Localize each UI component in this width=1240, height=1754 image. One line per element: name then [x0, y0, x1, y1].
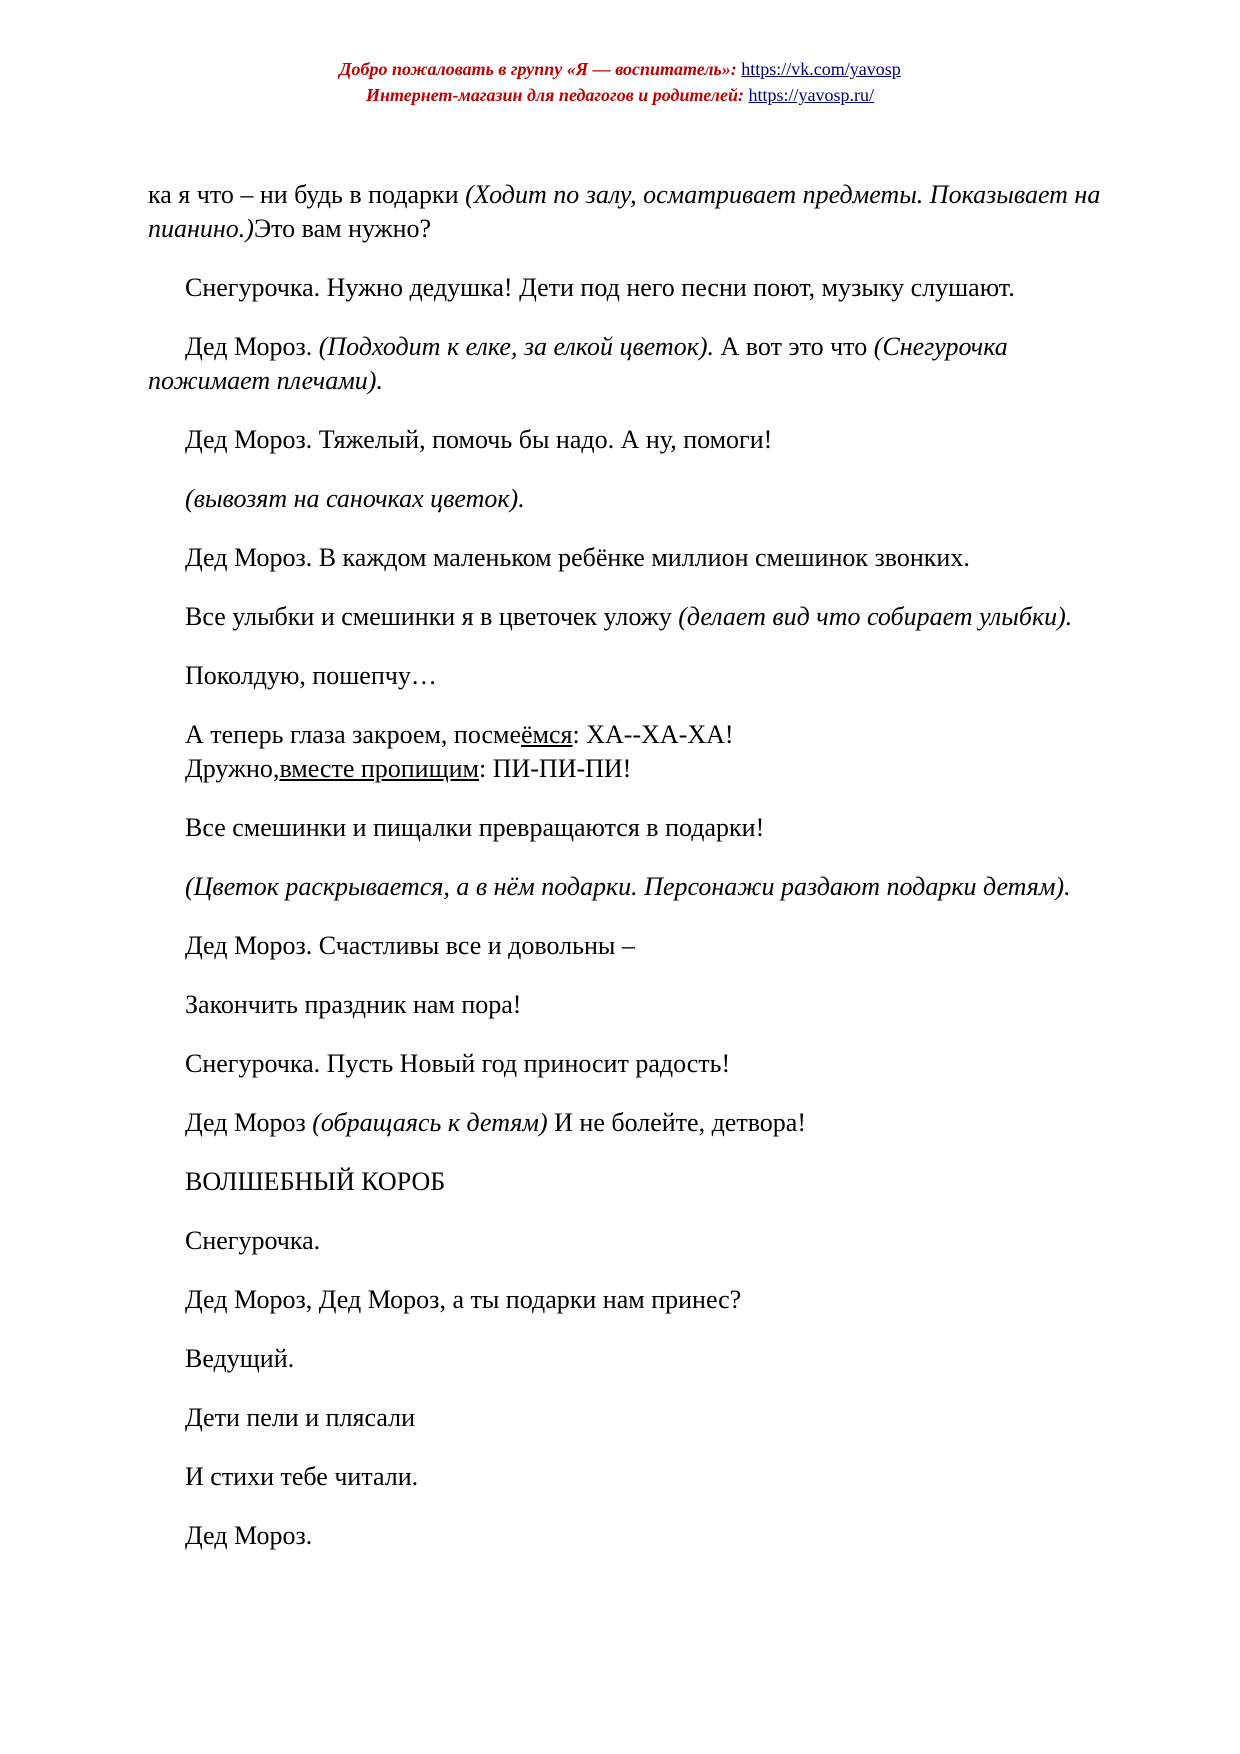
paragraph-18: Снегурочка. [185, 1226, 321, 1255]
stage-direction: (Ходит по залу, осматривает предметы. Показывает на пианино.) [148, 180, 1101, 243]
text-run: ёмся [521, 720, 573, 749]
paragraph-8: Поколдую, пошепчу… [185, 661, 437, 690]
paragraph-3 [148, 330, 1128, 398]
paragraph-13: Дед Мороз. Счастливы все и довольны – [185, 931, 635, 960]
shop-link[interactable]: https://yavosp.ru/ [748, 85, 874, 105]
text-run: ка я что – ни будь в подарки [148, 180, 466, 209]
vk-group-link[interactable]: https://vk.com/yavosp [741, 59, 901, 79]
text-run: : ХА--ХА-ХА! [572, 720, 734, 749]
stage-direction: (Подходит к елке, за елкой цветок). [318, 332, 715, 361]
speaker: Дед Мороз [185, 1108, 313, 1137]
shop-label: Интернет-магазин для педагогов и родителей: [366, 85, 744, 105]
section-heading: ВОЛШЕБНЫЙ КОРОБ [185, 1167, 446, 1196]
paragraph-21: Дети пели и плясали [185, 1403, 415, 1432]
paragraph-20: Ведущий. [185, 1344, 295, 1373]
paragraph-1 [148, 178, 1128, 246]
paragraph-5: (вывозят на саночках цветок). [185, 484, 525, 513]
paragraph-15: Снегурочка. Пусть Новый год приносит радость! [185, 1049, 731, 1078]
text-run: Дружно, [185, 754, 280, 783]
paragraph-23: Дед Мороз. [185, 1521, 313, 1550]
paragraph-14: Закончить праздник нам пора! [185, 990, 522, 1019]
paragraph-6: Дед Мороз. В каждом маленьком ребёнке миллион смешинок звонких. [185, 543, 970, 572]
text-run: И не болейте, детвора! [547, 1108, 806, 1137]
stage-direction: (делает вид что собирает улыбки). [678, 602, 1073, 631]
paragraph-10 [148, 752, 1128, 786]
paragraph-11: Все смешинки и пищалки превращаются в подарки! [185, 813, 765, 842]
paragraph-2: Снегурочка. Нужно дедушка! Дети под него песни поют, музыку слушают. [185, 273, 1015, 302]
stage-direction: (обращаясь к детям) [312, 1108, 548, 1137]
stage-direction: (Снегурочка пожимает плечами). [148, 332, 1008, 395]
paragraph-12: (Цветок раскрывается, а в нём подарки. Персонажи раздают подарки детям). [185, 872, 1071, 901]
group-invite-label: Добро пожаловать в группу «Я — воспитатель»: [339, 59, 737, 79]
document-body [148, 178, 1128, 1578]
header-line-group [0, 56, 1240, 82]
paragraph-4: Дед Мороз. Тяжелый, помочь бы надо. А ну, помоги! [185, 425, 773, 454]
paragraph-16 [148, 1106, 1128, 1140]
paragraph-19: Дед Мороз, Дед Мороз, а ты подарки нам принес? [185, 1285, 742, 1314]
text-run: Это вам нужно? [253, 214, 432, 243]
text-run: Все улыбки и смешинки я в цветочек уложу [185, 602, 679, 631]
paragraph-9 [148, 718, 1128, 752]
text-run: А вот это что [714, 332, 874, 361]
paragraph-7 [148, 600, 1128, 634]
speaker: Дед Мороз. [185, 332, 319, 361]
text-run: вместе пропищим [279, 754, 479, 783]
text-run: А теперь глаза закроем, посме [185, 720, 522, 749]
paragraph-22: И стихи тебе читали. [185, 1462, 419, 1491]
header-line-shop [0, 82, 1240, 108]
page-header [0, 56, 1240, 108]
text-run: : ПИ-ПИ-ПИ! [478, 754, 632, 783]
